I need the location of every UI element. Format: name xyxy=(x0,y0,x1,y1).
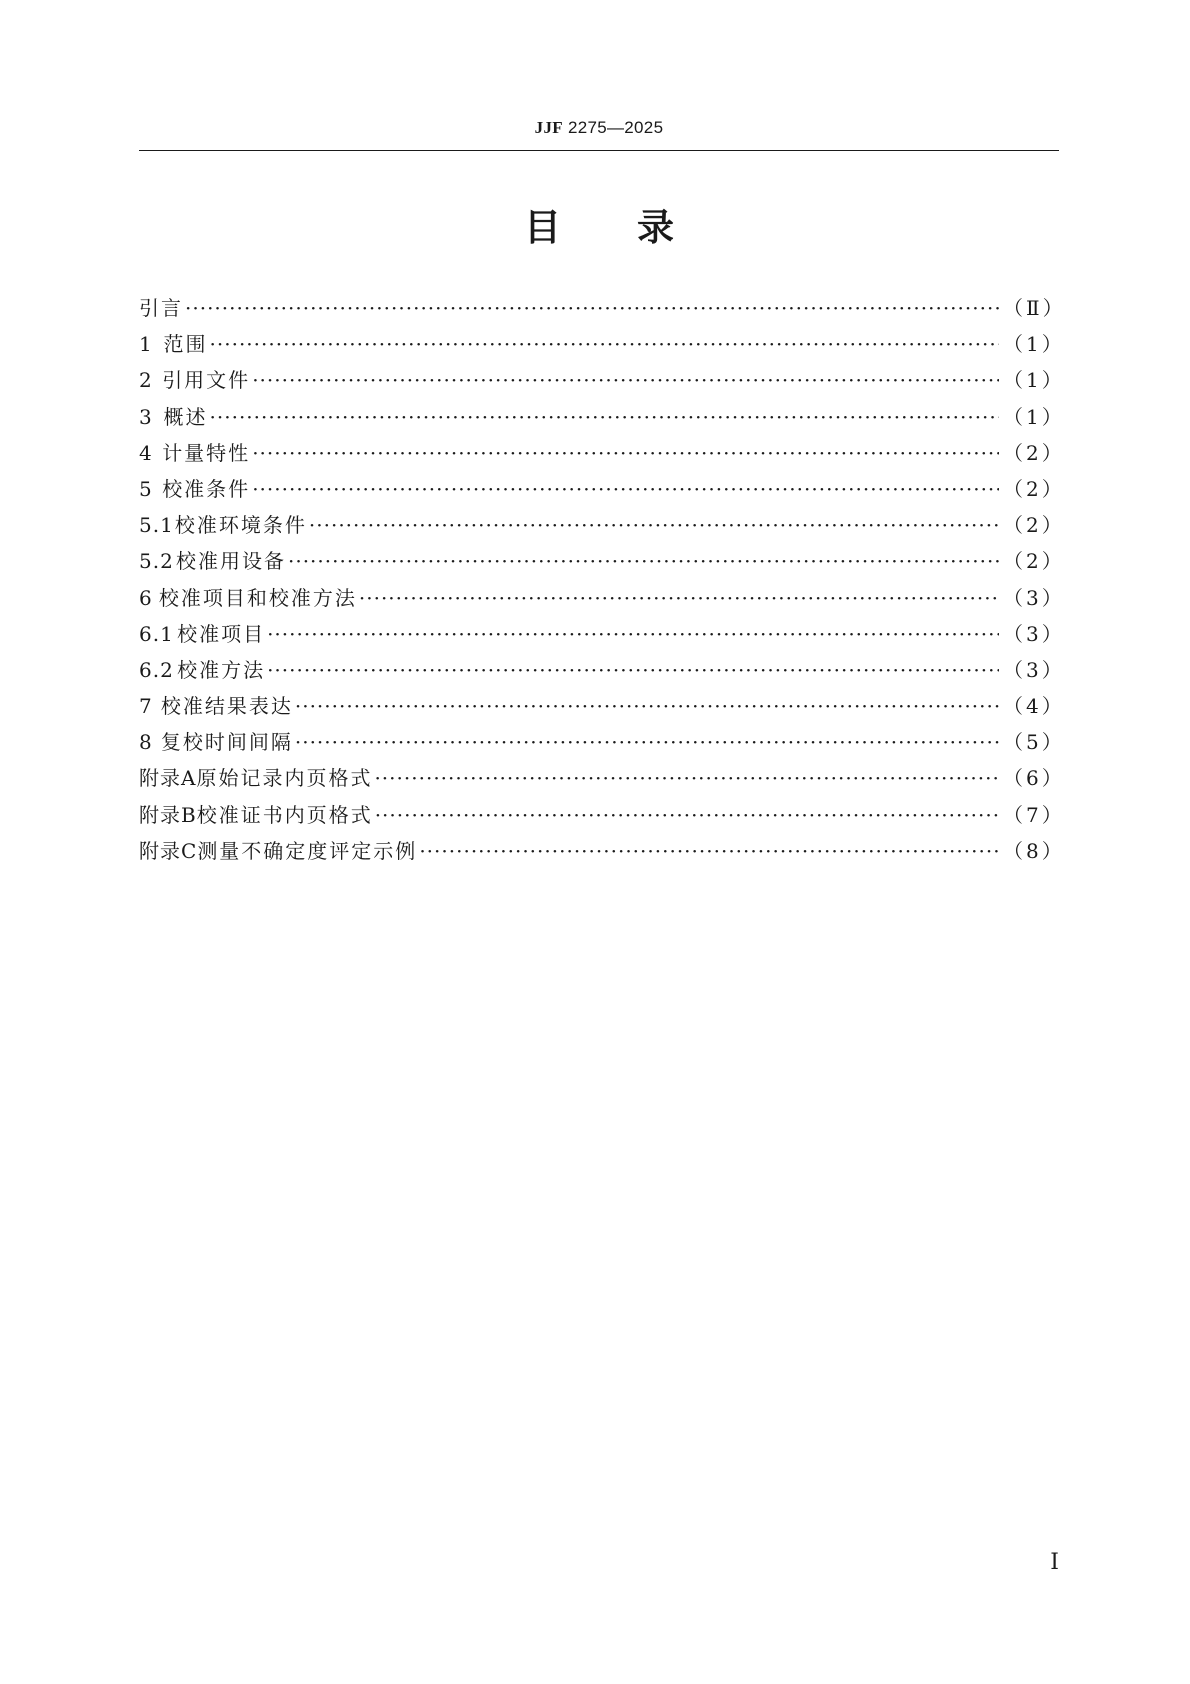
toc-entry-number: 7 xyxy=(139,694,153,719)
toc-entry-title: 测量不确定度评定示例 xyxy=(197,838,418,863)
toc-title-left: 目 xyxy=(524,206,561,249)
toc-entry[interactable] xyxy=(139,833,1065,869)
toc-entry-number: 附录B xyxy=(139,802,197,827)
toc-entry[interactable] xyxy=(139,797,1065,833)
toc-entry-page: （2） xyxy=(1003,513,1065,538)
toc-entry-page: （1） xyxy=(1003,404,1065,429)
dot-leader xyxy=(309,507,999,543)
dot-leader xyxy=(252,435,999,471)
toc-entry-number: 3 xyxy=(139,404,153,429)
toc-entry[interactable] xyxy=(139,435,1065,471)
toc-entry[interactable] xyxy=(139,471,1065,507)
toc-entry-title: 校准条件 xyxy=(162,476,251,501)
toc-entry-page: （3） xyxy=(1003,621,1065,646)
toc-entry-page: （1） xyxy=(1003,368,1065,393)
toc-entry-page: （8） xyxy=(1003,838,1065,863)
toc-title-right: 录 xyxy=(637,206,674,249)
toc-entry-number: 8 xyxy=(139,730,153,755)
toc-entry-title: 概述 xyxy=(163,404,208,429)
toc-entry-title: 复校时间间隔 xyxy=(160,730,293,755)
toc-entry-page: （6） xyxy=(1003,766,1065,791)
toc-entry-number: 6 xyxy=(139,585,153,610)
dot-leader xyxy=(252,362,999,398)
toc-entry-page: （7） xyxy=(1003,802,1065,827)
toc-entry[interactable] xyxy=(139,326,1065,362)
toc-entry-page: （4） xyxy=(1003,694,1065,719)
toc-entry-title: 引言 xyxy=(139,296,183,320)
toc-entry[interactable] xyxy=(139,543,1065,579)
dot-leader xyxy=(288,543,999,579)
toc-entry[interactable] xyxy=(139,290,1066,326)
toc-entry[interactable] xyxy=(139,688,1065,724)
toc-entry-title: 计量特性 xyxy=(162,440,251,465)
toc-entry-title: 校准环境条件 xyxy=(174,513,307,538)
dot-leader xyxy=(267,652,999,688)
toc-entry-number: 附录C xyxy=(139,838,198,863)
dot-leader xyxy=(374,760,999,796)
toc-entry[interactable] xyxy=(139,580,1065,616)
toc-entry[interactable] xyxy=(139,652,1065,688)
dot-leader xyxy=(295,688,999,724)
dot-leader xyxy=(419,833,999,869)
toc-entry-title: 校准项目 xyxy=(177,621,266,646)
dot-leader xyxy=(210,399,999,435)
dot-leader xyxy=(375,797,999,833)
toc-entry[interactable] xyxy=(139,616,1065,652)
toc-entry[interactable] xyxy=(139,362,1065,398)
header-rule xyxy=(139,150,1059,151)
toc-entry-title: 校准项目和校准方法 xyxy=(158,585,357,610)
toc-entry-page: （3） xyxy=(1003,657,1065,682)
toc-entry-number: 5 xyxy=(139,476,153,501)
toc-entry-page: （5） xyxy=(1003,730,1065,755)
standard-code-prefix: JJF xyxy=(534,118,563,137)
toc-entry-page: （Ⅱ） xyxy=(1003,296,1066,320)
running-header xyxy=(139,118,1059,138)
toc-entry-number: 附录A xyxy=(139,766,197,791)
toc-entry-page: （2） xyxy=(1003,440,1065,465)
dot-leader xyxy=(252,471,999,507)
toc-entry-title: 引用文件 xyxy=(162,368,251,393)
toc-entry[interactable] xyxy=(139,760,1065,796)
toc-entry-number: 5.2 xyxy=(139,549,174,574)
toc-title xyxy=(139,203,1059,253)
toc-entry-title: 范围 xyxy=(163,332,208,357)
toc-entry-title: 原始记录内页格式 xyxy=(196,766,373,791)
toc-entry-number: 1 xyxy=(139,332,153,357)
toc-entry-page: （1） xyxy=(1003,332,1065,357)
toc-entry-title: 校准证书内页格式 xyxy=(196,802,373,827)
dot-leader xyxy=(295,724,999,760)
toc-entry-title: 校准结果表达 xyxy=(160,694,293,719)
toc-entry-page: （2） xyxy=(1003,476,1065,501)
toc-entry-title: 校准用设备 xyxy=(175,549,286,574)
toc-entry[interactable] xyxy=(139,399,1065,435)
toc-entry-title: 校准方法 xyxy=(177,657,266,682)
toc-entry[interactable] xyxy=(139,507,1065,543)
page-number: Ⅰ xyxy=(1050,1549,1059,1574)
dot-leader xyxy=(210,326,999,362)
toc-entry-number: 6.2 xyxy=(139,657,174,682)
toc-entry-number: 4 xyxy=(139,440,153,465)
standard-code-number: 2275—2025 xyxy=(567,118,664,137)
toc-entry-number: 6.1 xyxy=(139,621,174,646)
dot-leader xyxy=(359,580,999,616)
toc-entry-number: 2 xyxy=(139,368,153,393)
toc-entry-page: （3） xyxy=(1003,585,1065,610)
toc-entry-page: （2） xyxy=(1003,549,1065,574)
toc-entry[interactable] xyxy=(139,724,1065,760)
toc-entry-number: 5.1 xyxy=(139,513,174,538)
dot-leader xyxy=(185,290,999,326)
table-of-contents xyxy=(139,290,1066,869)
dot-leader xyxy=(267,616,999,652)
